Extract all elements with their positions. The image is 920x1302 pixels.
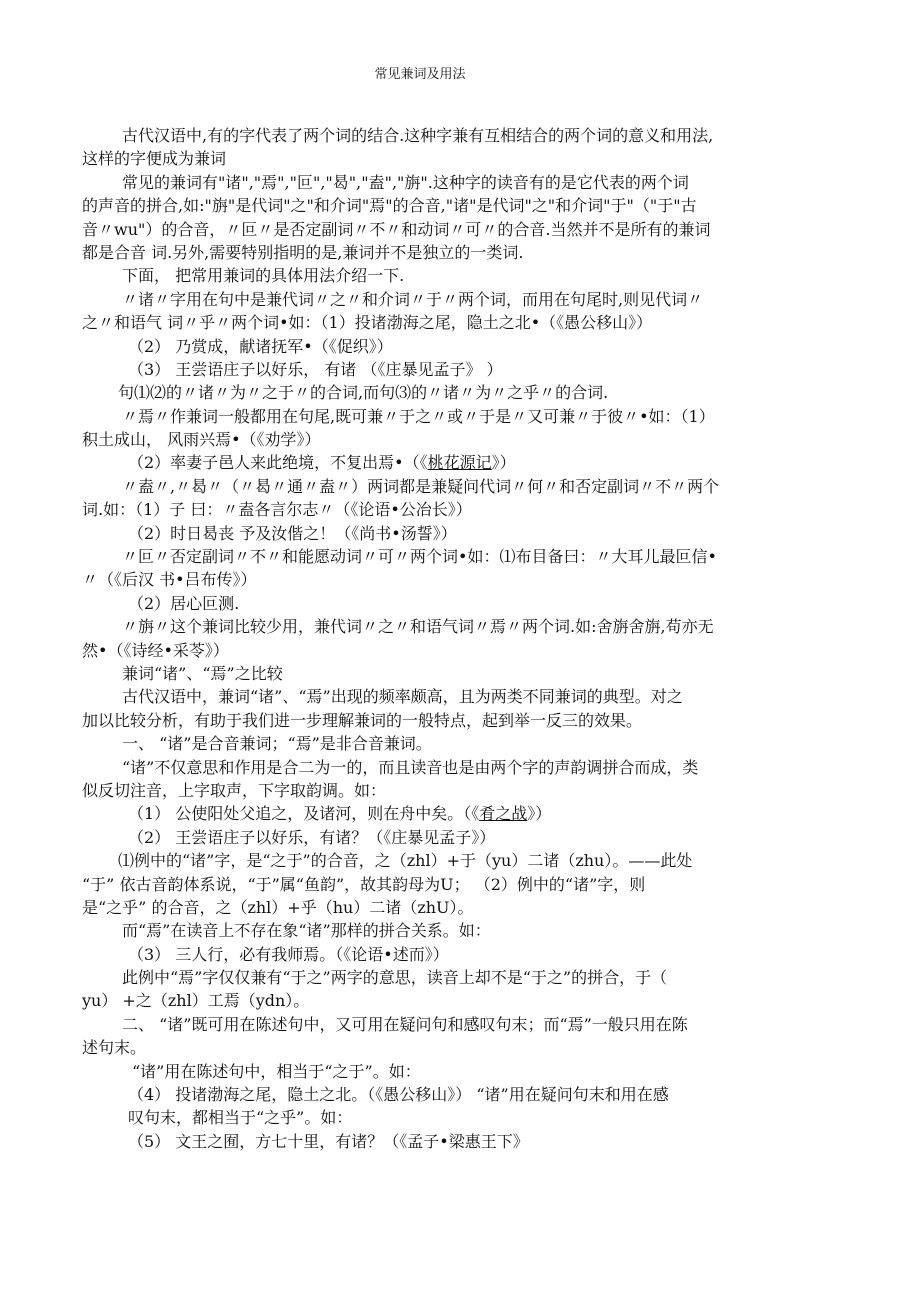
- line-text: 一、 “诸”是合音兼词；“焉”是非合音兼词。: [122, 734, 432, 754]
- line-text: 〃（《后汉 书•吕布传》）: [82, 570, 257, 590]
- line-text: 是“之乎” 的合音，之（zhl）+乎（hu）二诸（zhU）。: [82, 897, 474, 917]
- line-text: （3） 王尝语庄子以好乐， 有诸 （《庄暴见孟子》 ）: [128, 359, 503, 379]
- text-line: [82, 522, 822, 545]
- line-text-tail: 》）: [491, 453, 516, 473]
- line-text: 〃焉〃作兼词一般都用在句尾,既可兼〃于之〃或〃于是〃又可兼〃于彼〃•如：（1）: [122, 406, 715, 426]
- line-text: yu） +之（zhl）工焉（ydn）。: [82, 991, 310, 1011]
- text-line: [82, 147, 822, 170]
- line-text: 〃诸〃字用在句中是兼代词〃之〃和介词〃于〃两个词，而用在句尾时,则见代词〃: [122, 289, 704, 309]
- line-text: ⑴例中的“诸”字，是“之于”的合音，之（zhl）+于（yu）二诸（zhu）。——此处: [118, 851, 693, 871]
- text-line: [82, 873, 822, 896]
- text-line: [82, 171, 822, 194]
- line-text: 然•（《诗经•采苓》）: [82, 640, 229, 660]
- text-line: [82, 989, 822, 1012]
- line-text: 〃盍〃,〃曷〃（〃曷〃通〃盍〃）两词都是兼疑问代词〃何〃和否定副词〃不〃两个: [122, 476, 720, 496]
- line-text: 古代汉语中，兼词“诸”、“焉”出现的频率颇高，且为两类不同兼词的典型。对之: [122, 687, 683, 707]
- line-text: （4） 投诸渤海之尾，隐土之北。（《愚公移山》） “诸”用在疑问句末和用在感: [128, 1085, 669, 1105]
- line-text: “诸”不仅意思和作用是合二为一的，而且读音也是由两个字的声韵调拼合而成，类: [122, 757, 699, 777]
- text-line: [82, 335, 822, 358]
- text-line: [82, 1130, 822, 1153]
- text-line: [82, 779, 822, 802]
- text-line: [82, 241, 822, 264]
- line-text: “诸”用在陈述句中，相当于“之于”。如：: [132, 1061, 421, 1081]
- text-line: [82, 662, 822, 685]
- line-text: 积土成山， 风雨兴焉•（《劝学》）: [82, 430, 321, 450]
- line-text: 述句末。: [82, 1038, 147, 1058]
- line-text: 古代汉语中,有的字代表了两个词的结合.这种字兼有互相结合的两个词的意义和用法,: [122, 126, 714, 145]
- text-line: [82, 124, 822, 147]
- line-text: 叹句末，都相当于“之乎”。如：: [128, 1108, 353, 1128]
- line-text: （2）率妻子邑人来此绝境，不复出焉•（《: [128, 453, 428, 473]
- line-text: 的声音的拼合,如:"旃"是代词"之"和介词"焉"的合音,"诸"是代词"之"和介词"于"（"于"古: [82, 196, 697, 216]
- line-text: 下面， 把常用兼词的具体用法介绍一下.: [122, 266, 405, 286]
- line-text-tail: 》）: [527, 804, 552, 824]
- line-text: “于” 依古音韵体系说，“于”属“鱼韵”，故其韵母为U； （2）例中的“诸”字，则: [82, 874, 646, 894]
- text-line: [82, 498, 822, 521]
- line-text: 句⑴⑵的〃诸〃为〃之于〃的合词,而句⑶的〃诸〃为〃之乎〃的合词.: [118, 383, 609, 403]
- text-line: [82, 826, 822, 849]
- text-line: [82, 756, 822, 779]
- text-line: [82, 966, 822, 989]
- text-line: [82, 943, 822, 966]
- text-line: [82, 592, 822, 615]
- text-line: [82, 311, 822, 334]
- line-text: 这样的字便成为兼词: [82, 149, 227, 169]
- text-line: [82, 639, 822, 662]
- text-line: [82, 1036, 822, 1059]
- text-line: [82, 732, 822, 755]
- text-line: [82, 264, 822, 287]
- text-line: [82, 896, 822, 919]
- text-line: [82, 381, 822, 404]
- line-text: （2）居心叵测.: [128, 593, 240, 613]
- text-line: [82, 1106, 822, 1129]
- line-text: 〃叵〃否定副词〃不〃和能愿动词〃可〃两个词•如：⑴布目备曰：〃大耳儿最叵信•: [122, 547, 717, 567]
- line-text: 都是合音 词.另外,需要特别指明的是,兼词并不是独立的一类词.: [82, 242, 524, 262]
- line-text: （3） 三人行，必有我师焉。（《论语•述而》）: [128, 944, 449, 964]
- text-line: [82, 358, 822, 381]
- line-text: 似反切注音，上字取声，下字取韵调。如：: [82, 780, 387, 800]
- text-line: [82, 709, 822, 732]
- line-text: 加以比较分析，有助于我们进一步理解兼词的一般特点，起到举一反三的效果。: [82, 710, 643, 730]
- line-text: 此例中“焉”字仅仅兼有“于之”两字的意思，读音上却不是“于之”的拼合，于（: [122, 968, 668, 988]
- line-text: 常见的兼词有"诸","焉","叵","曷","盍","旃".这种字的读音有的是它代表的两个词: [122, 172, 689, 192]
- line-text: （2）时日曷丧 予及汝偕之！（《尚书•汤誓》）: [128, 523, 457, 543]
- text-line: [82, 218, 822, 241]
- text-line: [82, 1083, 822, 1106]
- line-text: 而“焉”在读音上不存在象“诸”那样的拼合关系。如：: [122, 921, 491, 941]
- text-line: [82, 451, 822, 474]
- line-text: 词.如：（1）子 曰：〃盍各言尔志〃（《论语•公冶长》）: [82, 500, 472, 520]
- text-line: [82, 288, 822, 311]
- text-line: [82, 615, 822, 638]
- text-line: [82, 428, 822, 451]
- line-text: 之〃和语气 词〃乎〃两个词•如：（1）投诸渤海之尾，隐土之北•（《愚公移山》）: [82, 313, 653, 333]
- line-text: 兼词“诸”、“焉”之比较: [122, 663, 283, 683]
- line-text: 二、 “诸”既可用在陈述句中，又可用在疑问句和感叹句末；而“焉”一般只用在陈: [122, 1014, 688, 1034]
- line-text: 〃旃〃这个兼词比较少用，兼代词〃之〃和语气词〃焉〃两个词.如:舍旃舍旃,苟亦无: [122, 617, 714, 637]
- document-body: [82, 124, 822, 1153]
- line-text: 音〃wu"）的合音，〃叵〃是否定副词〃不〃和动词〃可〃的合音.当然并不是所有的兼词: [82, 219, 711, 239]
- text-line: [82, 568, 822, 591]
- underlined-title: 桃花源记: [427, 453, 492, 473]
- text-line: [82, 802, 822, 825]
- document-title: 常见兼词及用法: [374, 67, 466, 82]
- line-text: （2） 乃赏成，献诸抚军•（《促织》）: [128, 336, 393, 356]
- text-line: [82, 1013, 822, 1036]
- text-line: [82, 405, 822, 428]
- text-line: [82, 194, 822, 217]
- text-line: [82, 1060, 822, 1083]
- text-line: [82, 685, 822, 708]
- text-line: [82, 919, 822, 942]
- line-text: （2） 王尝语庄子以好乐，有诸？（《庄暴见孟子》）: [128, 827, 496, 847]
- underlined-title: 肴之战: [479, 804, 528, 824]
- text-line: [82, 475, 822, 498]
- line-text: （1） 公使阳处父追之，及诸河，则在舟中矣。（《: [128, 804, 480, 824]
- text-line: [82, 849, 822, 872]
- text-line: [82, 545, 822, 568]
- line-text: （5） 文王之囿，方七十里，有诸？（《孟子•梁惠王下》: [128, 1131, 529, 1151]
